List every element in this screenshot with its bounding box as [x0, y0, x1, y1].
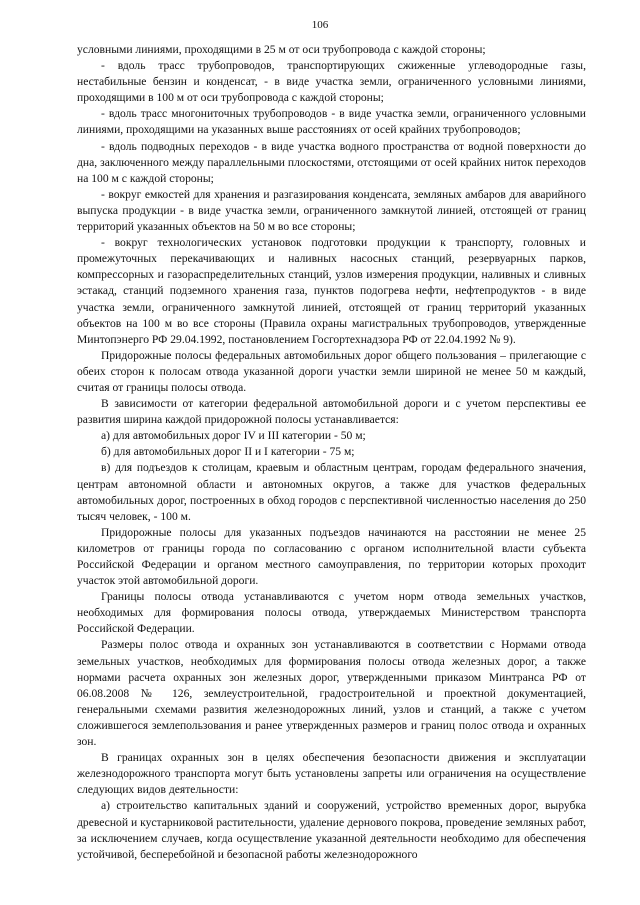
page-number: 106: [311, 19, 329, 31]
paragraph: В зависимости от категории федеральной автомобильной дороги и с учетом перспективы ее развития ширина каждой придорожной полосы устанавливается:: [77, 397, 586, 427]
paragraph: Придорожные полосы федеральных автомобильных дорог общего пользования – прилегающие с обеих сторон к полосам отвода указанной дороги участки земли шириной не менее 50 м каждый, считая от границы полосы отвода.: [77, 348, 586, 394]
paragraph: Размеры полос отвода и охранных зон устанавливаются в соответствии с Нормами отвода земельных участков, необходимых для формирования полосы отвода железных дорог, а также нормами расчета охранных зон железных дорог, утвержденными приказом Минтранса РФ от 06.08.2008 № 126, землеустроительной, градостроительной и проектной документацией, генеральными схемами развития железнодорожных линий, узлов и станций, а также с учетом сложившегося землепользования и ранее утвержденных размеров и границ полос отвода и охранных зон.: [77, 638, 586, 749]
paragraph: - вдоль подводных переходов - в виде участка водного пространства от водной поверхности до дна, заключенного между параллельными плоскостями, отстоящими от осей крайних ниток переходов на 100 м с каждой стороны;: [77, 139, 586, 185]
paragraph: - вокруг технологических установок подготовки продукции к транспорту, головных и промежуточных перекачивающих и наливных насосных станций, резервуарных парков, компрессорных и газораспределительных станций, узлов измерения продукции, наливных и сливных эстакад, станций подземного хранения газа, пунктов подогрева нефти, нефтепродуктов - в виде участка земли, ограниченного замкнутой линией, отстоящей от границ территорий указанных объектов на 100 м во все стороны (Правила охраны магистральных трубопроводов, утвержденные Минтопэнерго РФ 29.04.1992, постановлением Госгортехнадзора РФ от 22.04.1992 № 9).: [77, 236, 586, 346]
paragraph: Границы полосы отвода устанавливаются с учетом норм отвода земельных участков, необходимых для формирования полосы отвода, утверждаемых Министерством транспорта Российской Федерации.: [77, 590, 586, 636]
paragraph: в) для подъездов к столицам, краевым и областным центрам, городам федерального значения, центрам автономной области и автономных округов, а также для участков федеральных автомобильных дорог, построенных в обход городов с перспективной численностью населения до 250 тысяч человек, - 100 м.: [77, 461, 586, 523]
paragraph: В границах охранных зон в целях обеспечения безопасности движения и эксплуатации железнодорожного транспорта могут быть установлены запреты или ограничения на осуществление следующих видов деятельности:: [77, 751, 586, 797]
paragraph: а) строительство капитальных зданий и сооружений, устройство временных дорог, вырубка древесной и кустарниковой растительности, удаление дернового покрова, проведение земляных работ, за исключением случаев, когда осуществление указанной деятельности необходимо для обеспечения устойчивой, бесперебойной и безопасной работы железнодорожного: [77, 799, 586, 861]
paragraph: условными линиями, проходящими в 25 м от оси трубопровода с каждой стороны;: [77, 43, 486, 56]
paragraph: а) для автомобильных дорог IV и III категории - 50 м;: [101, 429, 366, 443]
paragraph: - вокруг емкостей для хранения и разгазирования конденсата, земляных амбаров для аварийного выпуска продукции - в виде участка земли, ограниченного замкнутой линией, отстоящей от границ территорий указанных объектов на 50 м во все стороны;: [77, 187, 586, 234]
paragraph: - вдоль трасс многониточных трубопроводов - в виде участка земли, ограниченного условными линиями, проходящими на указанных выше расстояниях от осей крайних трубопроводов;: [77, 107, 586, 137]
paragraph: б) для автомобильных дорог II и I категории - 75 м;: [101, 445, 355, 459]
paragraph: - вдоль трасс трубопроводов, транспортирующих сжиженные углеводородные газы, нестабильные бензин и конденсат, - в виде участка земли, ограниченного условными линиями, проходящими в 100 м от оси трубопровода с каждой стороны;: [77, 59, 586, 105]
body-text: [77, 42, 586, 863]
paragraph: Придорожные полосы для указанных подъездов начинаются на расстоянии не менее 25 километров от границы города по согласованию с органом исполнительной власти субъекта Российской Федерации и органом местного самоуправления, по территории которых проходит участок этой автомобильной дороги.: [77, 525, 586, 588]
